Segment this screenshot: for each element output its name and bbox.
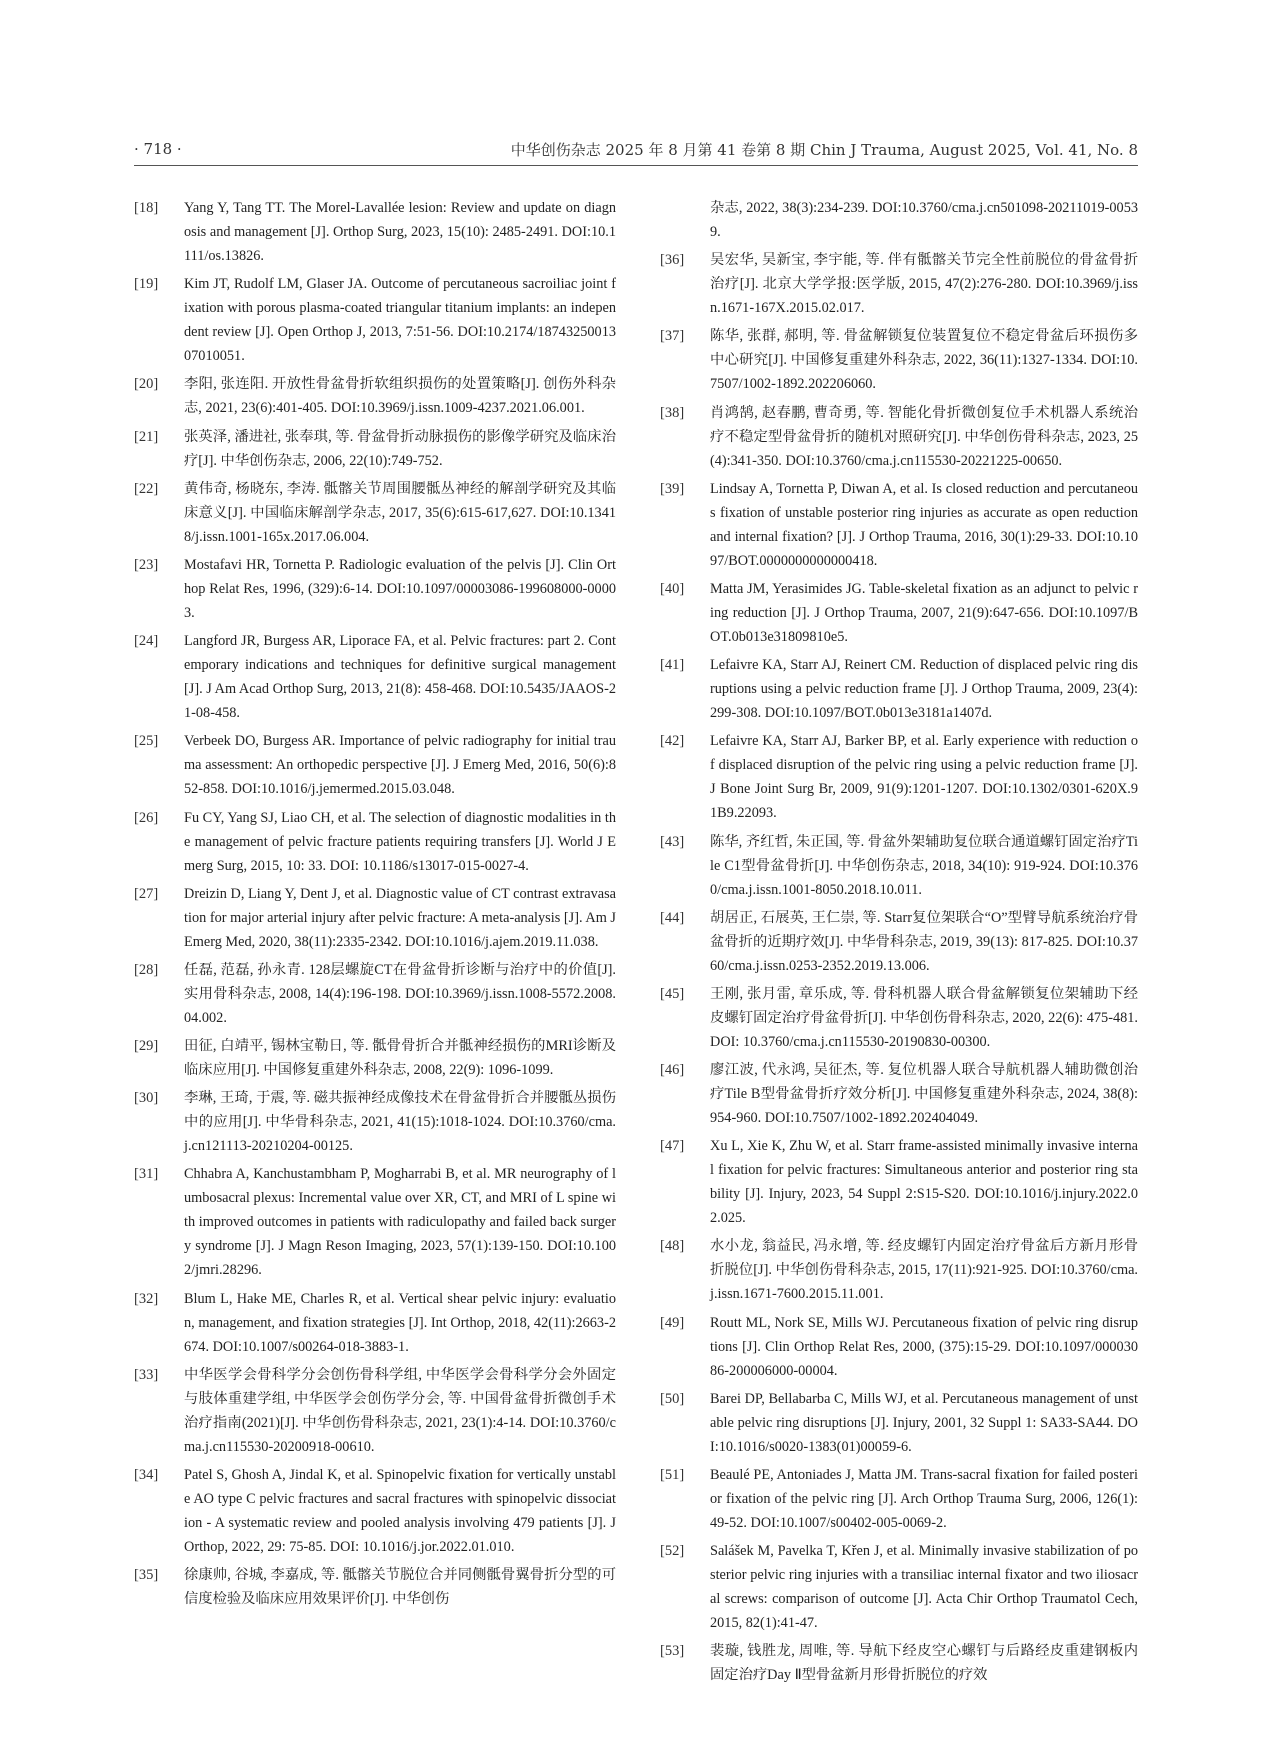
reference-item <box>134 1287 616 1359</box>
reference-text: Fu CY, Yang SJ, Liao CH, et al. The selection of diagnostic modalities in the management of pelvic fracture patients requiring transfers [J]. World J Emerg Surg, 2015, 10: 33. DOI: 10.1186/s13017-015-0027-4. <box>184 809 616 874</box>
reference-text: 裴璇, 钱胜龙, 周唯, 等. 导航下经皮空心螺钉与后路经皮重建钢板内固定治疗Day Ⅱ型骨盆新月形骨折脱位的疗效 <box>710 1643 1138 1684</box>
reference-text: Barei DP, Bellabarba C, Mills WJ, et al. Percutaneous management of unstable pelvic ring disruptions [J]. Injury, 2001, 32 Suppl 1: SA33-SA44. DOI:10.1016/s0020-1383(01)00059-6. <box>710 1390 1138 1455</box>
reference-number: [47] <box>660 1138 685 1155</box>
reference-number: [21] <box>134 428 159 445</box>
reference-item <box>134 1463 616 1559</box>
references-left-column <box>134 196 616 1615</box>
reference-item <box>660 906 1138 978</box>
reference-item <box>660 248 1138 320</box>
reference-number: [50] <box>660 1390 685 1407</box>
reference-item <box>134 806 616 878</box>
reference-text: 吴宏华, 吴新宝, 李宇能, 等. 伴有骶髂关节完全性前脱位的骨盆骨折治疗[J]. 北京大学学报:医学版, 2015, 47(2):276-280. DOI:10.3969/j.issn.1671-167X.2015.02.017. <box>710 252 1138 317</box>
reference-text: Dreizin D, Liang Y, Dent J, et al. Diagnostic value of CT contrast extravasation for major arterial injury after pelvic fracture: A meta-analysis [J]. Am J Emerg Med, 2020, 38(11):2335-2342. DOI:10.1016/j.ajem.2019.11.038. <box>184 885 616 950</box>
reference-item <box>660 1387 1138 1459</box>
reference-text: Langford JR, Burgess AR, Liporace FA, et al. Pelvic fractures: part 2. Contemporary indications and techniques for definitive surgical management [J]. J Am Acad Orthop Surg, 2013, 21(8): 458-468. DOI:10.5435/JAAOS-21-08-458. <box>184 633 616 722</box>
reference-number: [32] <box>134 1290 159 1307</box>
reference-number: [20] <box>134 376 159 393</box>
reference-text: Lindsay A, Tornetta P, Diwan A, et al. Is closed reduction and percutaneous fixation of unstable posterior ring injuries as accurate as open reduction and internal fixation? [J]. J Orthop Trauma, 2016, 30(1):29-33. DOI:10.1097/BOT.0000000000000418. <box>710 480 1138 569</box>
reference-item <box>660 1058 1138 1130</box>
reference-item <box>134 882 616 954</box>
reference-number: [53] <box>660 1643 685 1660</box>
reference-number: [18] <box>134 200 159 216</box>
reference-item <box>660 1539 1138 1635</box>
reference-number: [44] <box>660 909 685 926</box>
reference-text: 田征, 白靖平, 锡林宝勒日, 等. 骶骨骨折合并骶神经损伤的MRI诊断及临床应用[J]. 中国修复重建外科杂志, 2008, 22(9): 1096-1099. <box>184 1038 616 1079</box>
reference-text: 杂志, 2022, 38(3):234-239. DOI:10.3760/cma.j.cn501098-20211019-00539. <box>710 200 1138 240</box>
reference-text: Patel S, Ghosh A, Jindal K, et al. Spinopelvic fixation for vertically unstable AO type C pelvic fractures and sacral fractures with spinopelvic dissociation - A systematic review and pooled analysis involving 479 patients [J]. J Orthop, 2022, 29: 75-85. DOI: 10.1016/j.jor.2022.01.010. <box>184 1467 616 1555</box>
reference-item <box>134 1363 616 1459</box>
reference-item <box>660 401 1138 473</box>
reference-number: [23] <box>134 556 159 573</box>
reference-text: 张英泽, 潘进社, 张奉琪, 等. 骨盆骨折动脉损伤的影像学研究及临床治疗[J]. 中华创伤杂志, 2006, 22(10):749-752. <box>184 428 616 469</box>
reference-number: [48] <box>660 1238 685 1255</box>
reference-text: 李阳, 张连阳. 开放性骨盆骨折软组织损伤的处置策略[J]. 创伤外科杂志, 2021, 23(6):401-405. DOI:10.3969/j.issn.1009-4237.2021.06.001. <box>184 376 616 417</box>
reference-number: [40] <box>660 580 685 597</box>
reference-item <box>660 1311 1138 1383</box>
reference-text: Salášek M, Pavelka T, Křen J, et al. Minimally invasive stabilization of posterior pelvic ring injuries with a transiliac internal fixator and two iliosacral screws: comparison of outcome [J]. Acta Chir Orthop Traumatol Cech, 2015, 82(1):41-47. <box>710 1543 1138 1632</box>
reference-text: Verbeek DO, Burgess AR. Importance of pelvic radiography for initial trauma assessment: An orthopedic perspective [J]. J Emerg Med, 2016, 50(6):852-858. DOI:10.1016/j.jemermed.2015.03.048. <box>184 733 616 798</box>
reference-number: [26] <box>134 809 159 826</box>
reference-text: 水小龙, 翁益民, 冯永增, 等. 经皮螺钉内固定治疗骨盆后方新月形骨折脱位[J]. 中华创伤骨科杂志, 2015, 17(11):921-925. DOI:10.3760/cma.j.issn.1671-7600.2015.11.001. <box>710 1238 1138 1303</box>
reference-item <box>134 1086 616 1158</box>
header-divider <box>134 165 1138 166</box>
reference-text: Mostafavi HR, Tornetta P. Radiologic evaluation of the pelvis [J]. Clin Orthop Relat Res, 1996, (329):6-14. DOI:10.1097/00003086-199608000-00003. <box>184 556 616 621</box>
reference-text: Lefaivre KA, Starr AJ, Reinert CM. Reduction of displaced pelvic ring disruptions using a pelvic reduction frame [J]. J Orthop Trauma, 2009, 23(4):299-308. DOI:10.1097/BOT.0b013e3181a1407d. <box>710 657 1138 722</box>
reference-text: Matta JM, Yerasimides JG. Table-skeletal fixation as an adjunct to pelvic ring reduction [J]. J Orthop Trauma, 2007, 21(9):647-656. DOI:10.1097/BOT.0b013e31809810e5. <box>710 580 1138 645</box>
reference-item <box>134 1034 616 1082</box>
reference-item <box>660 577 1138 649</box>
reference-text: 陈华, 齐红哲, 朱正国, 等. 骨盆外架辅助复位联合通道螺钉固定治疗Tile C1型骨盆骨折[J]. 中华创伤杂志, 2018, 34(10): 919-924. DOI:10.3760/cma.j.issn.1001-8050.2018.10.011. <box>710 833 1138 898</box>
reference-item <box>660 653 1138 725</box>
reference-number: [52] <box>660 1543 685 1560</box>
reference-text: 徐康帅, 谷城, 李嘉成, 等. 骶髂关节脱位合并同侧骶骨翼骨折分型的可信度检验及临床应用效果评价[J]. 中华创伤 <box>184 1567 616 1608</box>
reference-item <box>660 830 1138 902</box>
reference-item <box>134 425 616 473</box>
reference-number: [45] <box>660 985 685 1002</box>
reference-item <box>134 272 616 368</box>
reference-item <box>660 196 1138 244</box>
reference-text: Routt ML, Nork SE, Mills WJ. Percutaneous fixation of pelvic ring disruptions [J]. Clin Orthop Relat Res, 2000, (375):15-29. DOI:10.1097/00003086-200006000-00004. <box>710 1314 1138 1379</box>
reference-item <box>660 477 1138 573</box>
reference-item <box>660 1234 1138 1306</box>
reference-text: Lefaivre KA, Starr AJ, Barker BP, et al. Early experience with reduction of displaced disruption of the pelvic ring using a pelvic reduction frame [J]. J Bone Joint Surg Br, 2009, 91(9):1201-1207. DOI:10.1302/0301-620X.91B9.22093. <box>710 733 1138 822</box>
reference-number: [39] <box>660 480 685 497</box>
reference-item <box>134 196 616 268</box>
reference-item <box>134 477 616 549</box>
reference-text: Beaulé PE, Antoniades J, Matta JM. Trans-sacral fixation for failed posterior fixation of the pelvic ring [J]. Arch Orthop Trauma Surg, 2006, 126(1):49-52. DOI:10.1007/s00402-005-0069-2. <box>710 1467 1138 1531</box>
reference-number: [43] <box>660 833 685 850</box>
reference-number: [34] <box>134 1467 159 1483</box>
reference-text: 廖江波, 代永鸿, 吴征杰, 等. 复位机器人联合导航机器人辅助微创治疗Tile B型骨盆骨折疗效分析[J]. 中国修复重建外科杂志, 2024, 38(8):954-960. DOI:10.7507/1002-1892.202404049. <box>710 1062 1138 1127</box>
reference-number: [25] <box>134 733 159 750</box>
reference-number: [51] <box>660 1467 685 1483</box>
reference-item <box>134 629 616 725</box>
reference-item <box>134 372 616 420</box>
reference-text: 胡居正, 石展英, 王仁崇, 等. Starr复位架联合“O”型臂导航系统治疗骨盆骨折的近期疗效[J]. 中华骨科杂志, 2019, 39(13): 817-825. DOI:10.3760/cma.j.issn.0253-2352.2019.13.006. <box>710 909 1138 974</box>
reference-text: Yang Y, Tang TT. The Morel-Lavallée lesion: Review and update on diagnosis and management [J]. Orthop Surg, 2023, 15(10): 2485-2491. DOI:10.1111/os.13826. <box>184 200 616 264</box>
reference-text: 任磊, 范磊, 孙永青. 128层螺旋CT在骨盆骨折诊断与治疗中的价值[J]. 实用骨科杂志, 2008, 14(4):196-198. DOI:10.3969/j.issn.1008-5572.2008.04.002. <box>184 961 616 1026</box>
references-right-column <box>660 196 1138 1692</box>
reference-number: [46] <box>660 1062 685 1079</box>
reference-item <box>660 1639 1138 1687</box>
reference-item <box>660 729 1138 825</box>
reference-text: 陈华, 张群, 郝明, 等. 骨盆解锁复位装置复位不稳定骨盆后环损伤多中心研究[J]. 中国修复重建外科杂志, 2022, 36(11):1327-1334. DOI:10.7507/1002-1892.202206060. <box>710 328 1138 393</box>
reference-number: [33] <box>134 1366 159 1383</box>
reference-text: Kim JT, Rudolf LM, Glaser JA. Outcome of percutaneous sacroiliac joint fixation with porous plasma-coated triangular titanium implants: an independent review [J]. Open Orthop J, 2013, 7:51-56. DOI:10.2174/1874325001307010051. <box>184 276 616 365</box>
reference-item <box>660 1463 1138 1535</box>
reference-text: Blum L, Hake ME, Charles R, et al. Vertical shear pelvic injury: evaluation, management, and fixation strategies [J]. Int Orthop, 2018, 42(11):2663-2674. DOI:10.1007/s00264-018-3883-1. <box>184 1290 616 1355</box>
reference-item <box>134 729 616 801</box>
reference-number: [24] <box>134 633 159 650</box>
reference-text: 肖鸿鹄, 赵春鹏, 曹奇勇, 等. 智能化骨折微创复位手术机器人系统治疗不稳定型骨盆骨折的随机对照研究[J]. 中华创伤骨科杂志, 2023, 25(4):341-350. DOI:10.3760/cma.j.cn115530-20221225-00650. <box>710 404 1138 469</box>
reference-number: [36] <box>660 252 685 269</box>
reference-item <box>660 1134 1138 1230</box>
page-number: · 718 · <box>134 140 182 158</box>
reference-number: [31] <box>134 1166 159 1183</box>
reference-item <box>660 982 1138 1054</box>
reference-text: 李琳, 王琦, 于震, 等. 磁共振神经成像技术在骨盆骨折合并腰骶丛损伤中的应用[J]. 中华骨科杂志, 2021, 41(15):1018-1024. DOI:10.3760/cma.j.cn121113-20210204-00125. <box>184 1090 616 1155</box>
reference-item <box>134 958 616 1030</box>
reference-text: 黄伟奇, 杨晓东, 李涛. 骶髂关节周围腰骶丛神经的解剖学研究及其临床意义[J]. 中国临床解剖学杂志, 2017, 35(6):615-617,627. DOI:10.13418/j.issn.1001-165x.2017.06.004. <box>184 480 616 545</box>
reference-item <box>134 1162 616 1282</box>
reference-number: [28] <box>134 961 159 978</box>
reference-number: [49] <box>660 1314 685 1331</box>
reference-item <box>134 1563 616 1611</box>
reference-number: [19] <box>134 276 159 293</box>
reference-number: [41] <box>660 657 685 674</box>
reference-text: Xu L, Xie K, Zhu W, et al. Starr frame-assisted minimally invasive internal fixation for pelvic fractures: Simultaneous anterior and posterior ring stability [J]. Injury, 2023, 54 Suppl 2:S15-S20. DOI:10.1016/j.injury.2022.02.025. <box>710 1138 1138 1227</box>
reference-number: [35] <box>134 1567 159 1584</box>
reference-number: [38] <box>660 404 685 421</box>
reference-number: [42] <box>660 733 685 750</box>
reference-number: [29] <box>134 1038 159 1055</box>
reference-text: Chhabra A, Kanchustambham P, Mogharrabi B, et al. MR neurography of lumbosacral plexus: Incremental value over XR, CT, and MRI of L spine with improved outcomes in patients with radiculopathy and failed back surgery syndrome [J]. J Magn Reson Imaging, 2023, 57(1):139-150. DOI:10.1002/jmri.28296. <box>184 1166 616 1279</box>
journal-header: 中华创伤杂志 2025 年 8 月第 41 卷第 8 期 Chin J Trauma, August 2025, Vol. 41, No. 8 <box>510 141 1138 159</box>
reference-number: [27] <box>134 885 159 902</box>
reference-text: 王刚, 张月雷, 章乐成, 等. 骨科机器人联合骨盆解锁复位架辅助下经皮螺钉固定治疗骨盆骨折[J]. 中华创伤骨科杂志, 2020, 22(6): 475-481. DOI: 10.3760/cma.j.cn115530-20190830-00300. <box>710 985 1138 1050</box>
reference-number: [30] <box>134 1090 159 1107</box>
reference-number: [37] <box>660 328 685 345</box>
reference-text: 中华医学会骨科学分会创伤骨科学组, 中华医学会骨科学分会外固定与肢体重建学组, 中华医学会创伤学分会, 等. 中国骨盆骨折微创手术治疗指南(2021)[J]. 中华创伤骨科杂志, 2021, 23(1):4-14. DOI:10.3760/cma.j.cn115530-20200918-00610. <box>184 1366 616 1455</box>
reference-item <box>660 324 1138 396</box>
reference-item <box>134 553 616 625</box>
reference-number: [22] <box>134 480 159 497</box>
